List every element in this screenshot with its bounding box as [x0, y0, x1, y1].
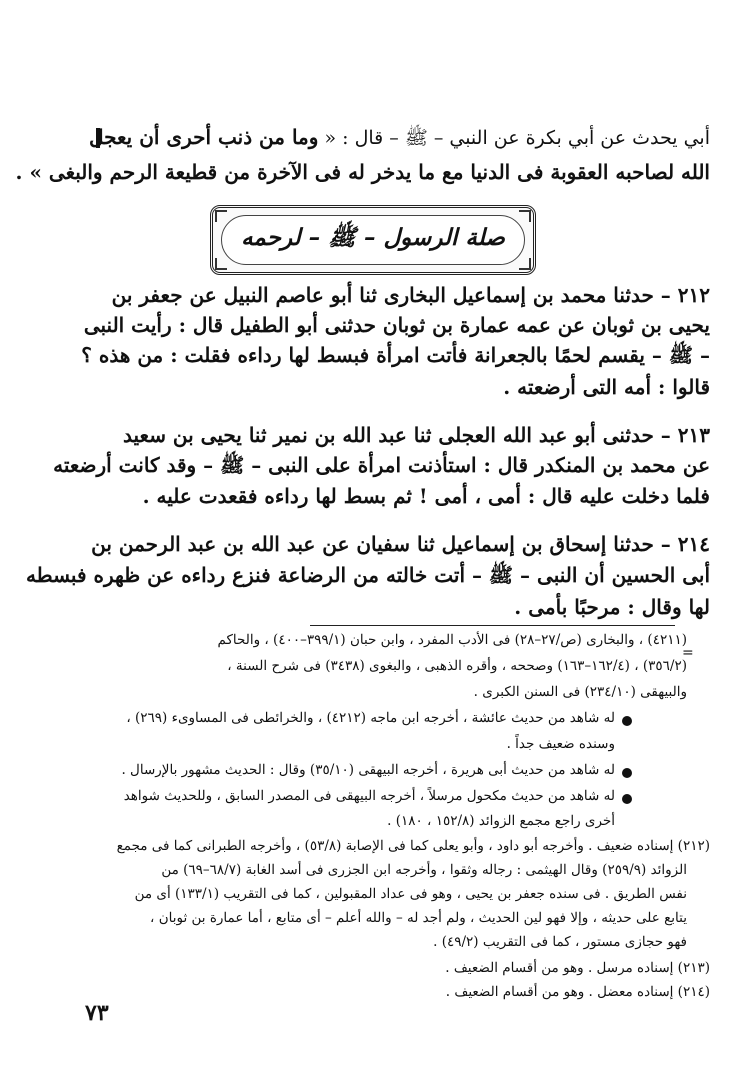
footnote-213: (٢١٣) إسناده مرسل . وهو من أقسام الضعيف . — [445, 960, 710, 976]
banner-frame — [221, 215, 525, 265]
intro-line-1-prefix: أبي يحدث عن أبي بكرة عن النبي – ﷺ – قال : « — [318, 127, 710, 149]
hadith-214-line-1: ٢١٤ – حدثنا إسحاق بن إسماعيل ثنا سفيان عن عبد الله بن عبد الرحمن بن — [91, 532, 710, 556]
footnote-212-line-4: يتابع على حديثه ، وإلا فهو لين الحديث ، ولم أجد له – والله أعلم – أى متابع ، أما عمارة بن ثوبان ، — [150, 910, 687, 926]
footnote-212-line-2: الزوائد (٢٥٩/٩) وقال الهيثمى : رجاله وثقوا ، وأخرجه ابن الجزرى فى أسد الغابة (٦٨/٧–٦٩) من — [161, 862, 687, 878]
hadith-212-line-3: – ﷺ – يقسم لحمًا بالجعرانة فأتت امرأة فبسط لها رداءه فقلت : من هذه ؟ — [81, 343, 710, 367]
footnote-bullet-1: له شاهد من حديث عائشة ، أخرجه ابن ماجه (٤٢١٢) ، والخرائطى فى المساوىء (٢٦٩) ، — [126, 710, 615, 726]
hadith-212-line-1: ٢١٢ – حدثنا محمد بن إسماعيل البخارى ثنا أبو عاصم النبيل عن جعفر بن — [111, 283, 710, 307]
hadith-213-line-1: ٢١٣ – حدثنى أبو عبد الله العجلى ثنا عبد الله بن نمير ثنا يحيى بن سعيد — [123, 423, 710, 447]
footnote-bullet-1-cont: وسنده ضعيف جداً . — [506, 736, 615, 752]
footnote-separator — [310, 625, 675, 626]
hadith-213-line-3: فلما دخلت عليه قال : أمى ، أمى ! ثم بسط لها رداءه فقعدت عليه . — [142, 484, 710, 508]
ornament-corner-icon — [519, 258, 531, 270]
footnote-bullet-3-cont: أخرى راجع مجمع الزوائد (١٥٢/٨ ، ١٨٠) . — [387, 813, 615, 829]
bullet-icon — [622, 768, 632, 778]
continuation-mark: = — [682, 645, 694, 661]
hadith-212-line-2: يحيى بن ثوبان عن عمه عمارة بن ثوبان حدثنى أبو الطفيل قال : رأيت النبى — [83, 313, 710, 337]
ornament-corner-icon — [215, 210, 227, 222]
intro-line-1-bold: وما من ذنب أحرى أن يعجل — [88, 125, 319, 149]
ornament-corner-icon — [215, 258, 227, 270]
footnote-212-line-3: نفس الطريق . فى سنده جعفر بن يحيى ، وهو فى عداد المقبولين ، كما فى التقريب (١٣٣/١) أى من — [134, 886, 687, 902]
bullet-icon — [622, 716, 632, 726]
hadith-213-line-2: عن محمد بن المنكدر قال : استأذنت امرأة على النبى – ﷺ – وقد كانت أرضعته — [53, 453, 710, 477]
footnote-line: (٤٢١١) ، والبخارى (ص/٢٧–٢٨) فى الأدب المفرد ، وابن حبان (٣٩٩/١–٤٠٠) ، والحاكم — [217, 632, 687, 648]
footnote-bullet-2: له شاهد من حديث أبى هريرة ، أخرجه البيهقى (٣٥/١٠) وقال : الحديث مشهور بالإرسال . — [121, 762, 615, 778]
ornament-corner-icon — [519, 210, 531, 222]
chapter-title: صلة الرسول – ﷺ – لرحمه — [241, 224, 505, 251]
intro-line-2: الله لصاحبه العقوبة فى الدنيا مع ما يدخر له فى الآخرة من قطيعة الرحم والبغى » . — [15, 160, 710, 184]
footnote-214: (٢١٤) إسناده معضل . وهو من أقسام الضعيف . — [445, 984, 710, 1000]
footnote-line: والبيهقى (٢٣٤/١٠) فى السنن الكبرى . — [473, 684, 687, 700]
bullet-icon — [622, 794, 632, 804]
hadith-214-line-2: أبى الحسين أن النبى – ﷺ – أتت خالته من الرضاعة فنزع رداءه عن ظهره فبسطه — [25, 563, 710, 587]
footnote-bullet-3: له شاهد من حديث مكحول مرسلاً ، أخرجه البيهقى فى المصدر السابق ، وللحديث شواهد — [123, 788, 615, 804]
page-number: ٧٣ — [85, 1000, 109, 1026]
chapter-banner — [210, 205, 536, 275]
footnote-212-line-1: (٢١٢) إسناده ضعيف . وأخرجه أبو داود ، وأبو يعلى كما فى الإصابة (٥٣/٨) ، وأخرجه الطبرانى كما فى مجمع — [116, 838, 710, 854]
footnote-line: (٣٥٦/٢) ، (١٦٢/٤–١٦٣) وصححه ، وأقره الذهبى ، والبغوى (٣٤٣٨) فى شرح السنة ، — [227, 658, 687, 674]
hadith-214-line-3: لها وقال : مرحبًا بأمى . — [514, 595, 710, 619]
footnote-212-line-5: فهو حجازى مستور ، كما فى التقريب (٤٩/٢) . — [433, 934, 687, 950]
hadith-212-line-4: قالوا : أمه التى أرضعته . — [503, 375, 710, 399]
intro-line-1 — [40, 125, 710, 154]
